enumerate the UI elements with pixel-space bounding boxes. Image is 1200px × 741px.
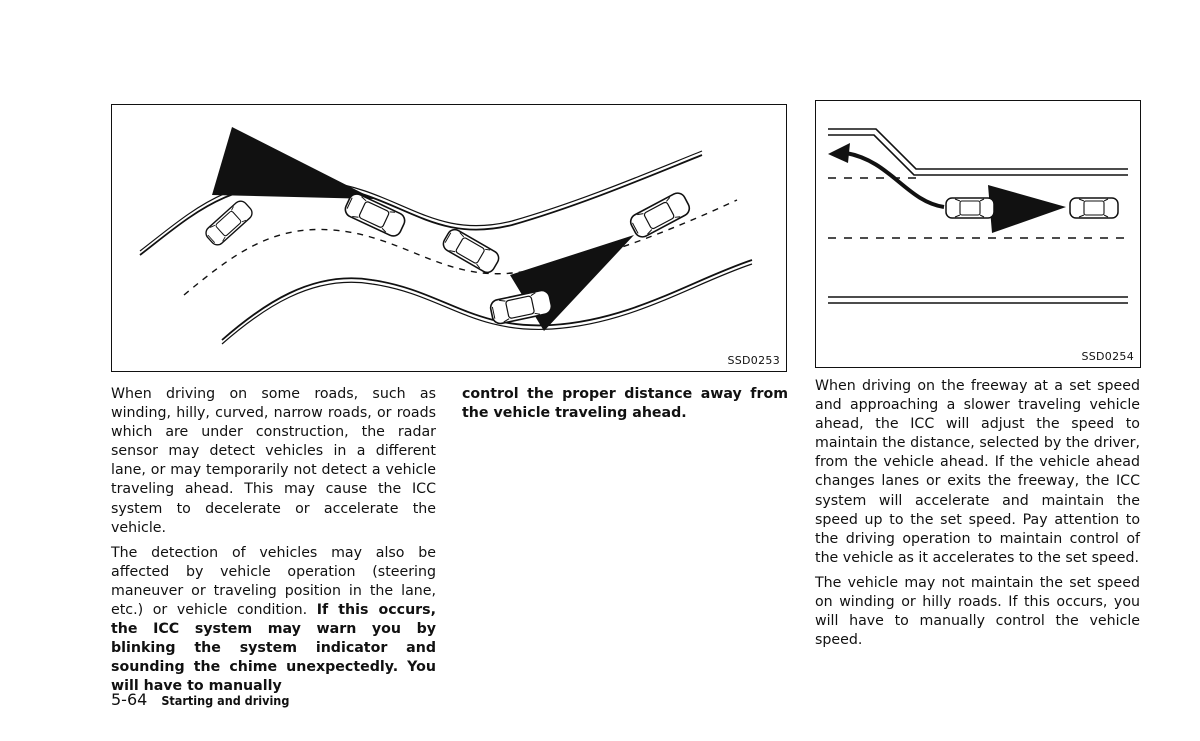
vehicle-ahead	[1070, 198, 1118, 218]
freeway-illustration	[816, 101, 1142, 369]
car-1	[203, 198, 255, 247]
paragraph: When driving on some roads, such as winding, hilly, curved, narrow roads, or roads which are under construction, the radar sensor may detect vehicles in a different lane, or may temporarily not detect a vehicle traveling ahead. This may cause the ICC system to decelerate or accelerate the vehicle.	[111, 386, 436, 536]
figure-freeway	[815, 100, 1141, 368]
page-number: 5-64	[111, 690, 148, 709]
own-vehicle	[946, 198, 994, 218]
figure-code: SSD0254	[1081, 350, 1134, 363]
warning-text: If this occurs, the ICC system may warn you by blinking the system indicator and sounding the chime unexpectedly. You will have to manually	[111, 602, 436, 695]
paragraph	[111, 544, 436, 697]
warning-text: control the proper distance away from the vehicle traveling ahead.	[462, 386, 788, 422]
winding-road-illustration	[112, 105, 788, 373]
text-column-3	[815, 377, 1140, 656]
paragraph: The vehicle may not maintain the set speed on winding or hilly roads. If this occurs, you will have to manually control the vehicle speed.	[815, 574, 1140, 649]
section-title: Starting and driving	[161, 693, 290, 708]
car-3	[441, 227, 502, 275]
figure-code: SSD0253	[727, 354, 780, 367]
figure-winding-road	[111, 104, 787, 372]
page-footer	[111, 690, 289, 709]
paragraph: When driving on the freeway at a set speed and approaching a slower traveling vehicle ahead, the ICC will adjust the speed to maintain the distance, selected by the driver, from the vehicle ahead. If the vehicle ahead changes lanes or exits the freeway, the ICC system will accelerate and maintain the speed up to the set speed. Pay attention to the driving operation to maintain control of the vehicle as it accelerates to the set speed.	[815, 378, 1140, 566]
paragraph	[462, 385, 788, 423]
text-column-1	[111, 385, 436, 703]
text-column-2	[462, 385, 788, 429]
paragraph-text: The detection of vehicles may also be affected by vehicle operation (steering maneuver or traveling position in the lane, etc.) or vehicle condition.	[111, 544, 436, 619]
